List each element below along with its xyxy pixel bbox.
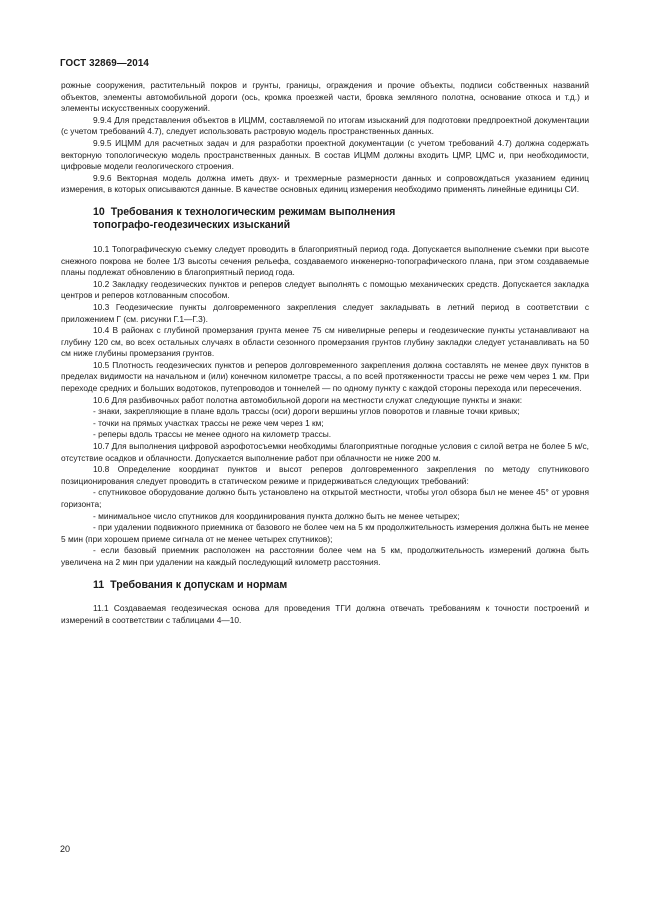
list-item: - если базовый приемник расположен на расстоянии более чем на 5 км, продолжительность измерений должна быть увеличена на 2 мин при удалении на каждый последующий километр расстояния. (61, 545, 589, 567)
section-10-title-line2: топографо-геодезических изысканий (93, 219, 291, 232)
page-body (61, 80, 589, 626)
list-item: - при удалении подвижного приемника от базового не более чем на 5 км продолжительность измерения должна быть не менее 5 мин (при хорошем приеме сигнала от не менее четырех спутников); (61, 522, 589, 544)
list-item: - спутниковое оборудование должно быть установлено на открытой местности, чтобы угол обзора был не менее 45° от уровня горизонта; (61, 487, 589, 509)
paragraph: рожные сооружения, растительный покров и грунты, границы, ограждения и прочие объекты, подписи собственных названий объектов, элементы автомобильной дороги (ось, кромка проезжей части, бровка земляного полотна, основание откоса и т.д.) и элементы искусственных сооружений. (61, 80, 589, 114)
section-11-heading (61, 579, 589, 593)
paragraph-11-1: 11.1 Создаваемая геодезическая основа для проведения ТГИ должна отвечать требованиям к точности построений и измерений в соответствии с таблицами 4—10. (61, 603, 589, 625)
section-10-heading (61, 206, 589, 233)
list-item: - реперы вдоль трассы не менее одного на километр трассы. (93, 429, 332, 440)
section-11-title: Требования к допускам и нормам (110, 578, 288, 591)
page-number: 20 (60, 844, 71, 854)
section-10-number: 10 (93, 205, 105, 218)
paragraph-10-2: 10.2 Закладку геодезических пунктов и реперов следует выполнять с помощью механических средств. Допускается закладка центров и реперов котлованным способом. (61, 278, 589, 301)
paragraph-10-5: 10.5 Плотность геодезических пунктов и реперов долговременного закрепления должна составлять не менее двух пунктов в пределах видимости на начальном и (или) конечном километре трассы, а по всей протяженности трассы не реже чем через 1 км. При переходе средних и больших водотоков, путепроводов и тоннелей — по одному пункту с каждой стороны перехода или пересечения. (61, 359, 589, 394)
list-item: - точки на прямых участках трассы не реже чем через 1 км; (93, 417, 324, 428)
section-10-title-line1: Требования к технологическим режимам выполнения (110, 205, 396, 218)
list-item: - знаки, закрепляющие в плане вдоль трассы (оси) дороги вершины углов поворотов и главные точки кривых; (93, 406, 520, 417)
paragraph-10-7: 10.7 Для выполнения цифровой аэрофотосъемки необходимы благоприятные погодные условия с силой ветра не более 5 м/с, отсутствие осадков и облачности. Допускается выполнение работ при облачности не ниже 200 м. (61, 441, 589, 463)
paragraph-9-9-4: 9.9.4 Для представления объектов в ИЦММ, составляемой по итогам изысканий для подготовки предпроектной документации (с учетом требований 4.7), следует использовать растровую модель пространственных данных. (61, 114, 589, 137)
paragraph-9-9-6: 9.9.6 Векторная модель должна иметь двух- и трехмерные размерности данных и сопровождаться указанием единиц измерения, в которых описываются данные. В качестве основных единиц измерения необходимо применять линейные единицы СИ. (61, 172, 589, 195)
paragraph-10-1: 10.1 Топографическую съемку следует проводить в благоприятный период года. Допускается выполнение съемки при высоте снежного покрова не более 1/3 высоты сечения рельефа, создаваемого инженерно-топографического плана, при этом создаваемые планы подлежат обновлению в благоприятный период года. (61, 243, 589, 278)
list-item: - минимальное число спутников для координирования пункта должно быть не менее четырех; (93, 510, 460, 521)
paragraph-9-9-5: 9.9.5 ИЦММ для расчетных задач и для разработки проектной документации (с учетом требований 4.7) должна содержать векторную топологическую модель пространственных данных. В состав ИЦММ должны входить ЦМР, ЦМС и, при необходимости, цифровые модели геологического строения. (61, 137, 589, 172)
section-11-number: 11 (93, 578, 105, 591)
paragraph-10-3: 10.3 Геодезические пункты долговременного закрепления следует закладывать в летний период в соответствии с приложением Г (см. рисунки Г.1—Г.3). (61, 301, 589, 324)
document-code-header: ГОСТ 32869—2014 (60, 58, 149, 69)
paragraph-10-4: 10.4 В районах с глубиной промерзания грунта менее 75 см нивелирные реперы и геодезические пункты устанавливают на глубину 120 см, во всех остальных случаях в области сезонного промерзания грунтов глубину закладки следует устанавливать на 50 см ниже глубины промерзания грунтов. (61, 325, 589, 359)
paragraph-10-6: 10.6 Для разбивочных работ полотна автомобильной дороги на местности служат следующие пункты и знаки: (93, 394, 523, 405)
paragraph-10-8: 10.8 Определение координат пунктов и высот реперов долговременного закрепления по методу спутникового позиционирования следует проводить в статическом режиме и придерживаться следующих требований: (61, 464, 589, 486)
